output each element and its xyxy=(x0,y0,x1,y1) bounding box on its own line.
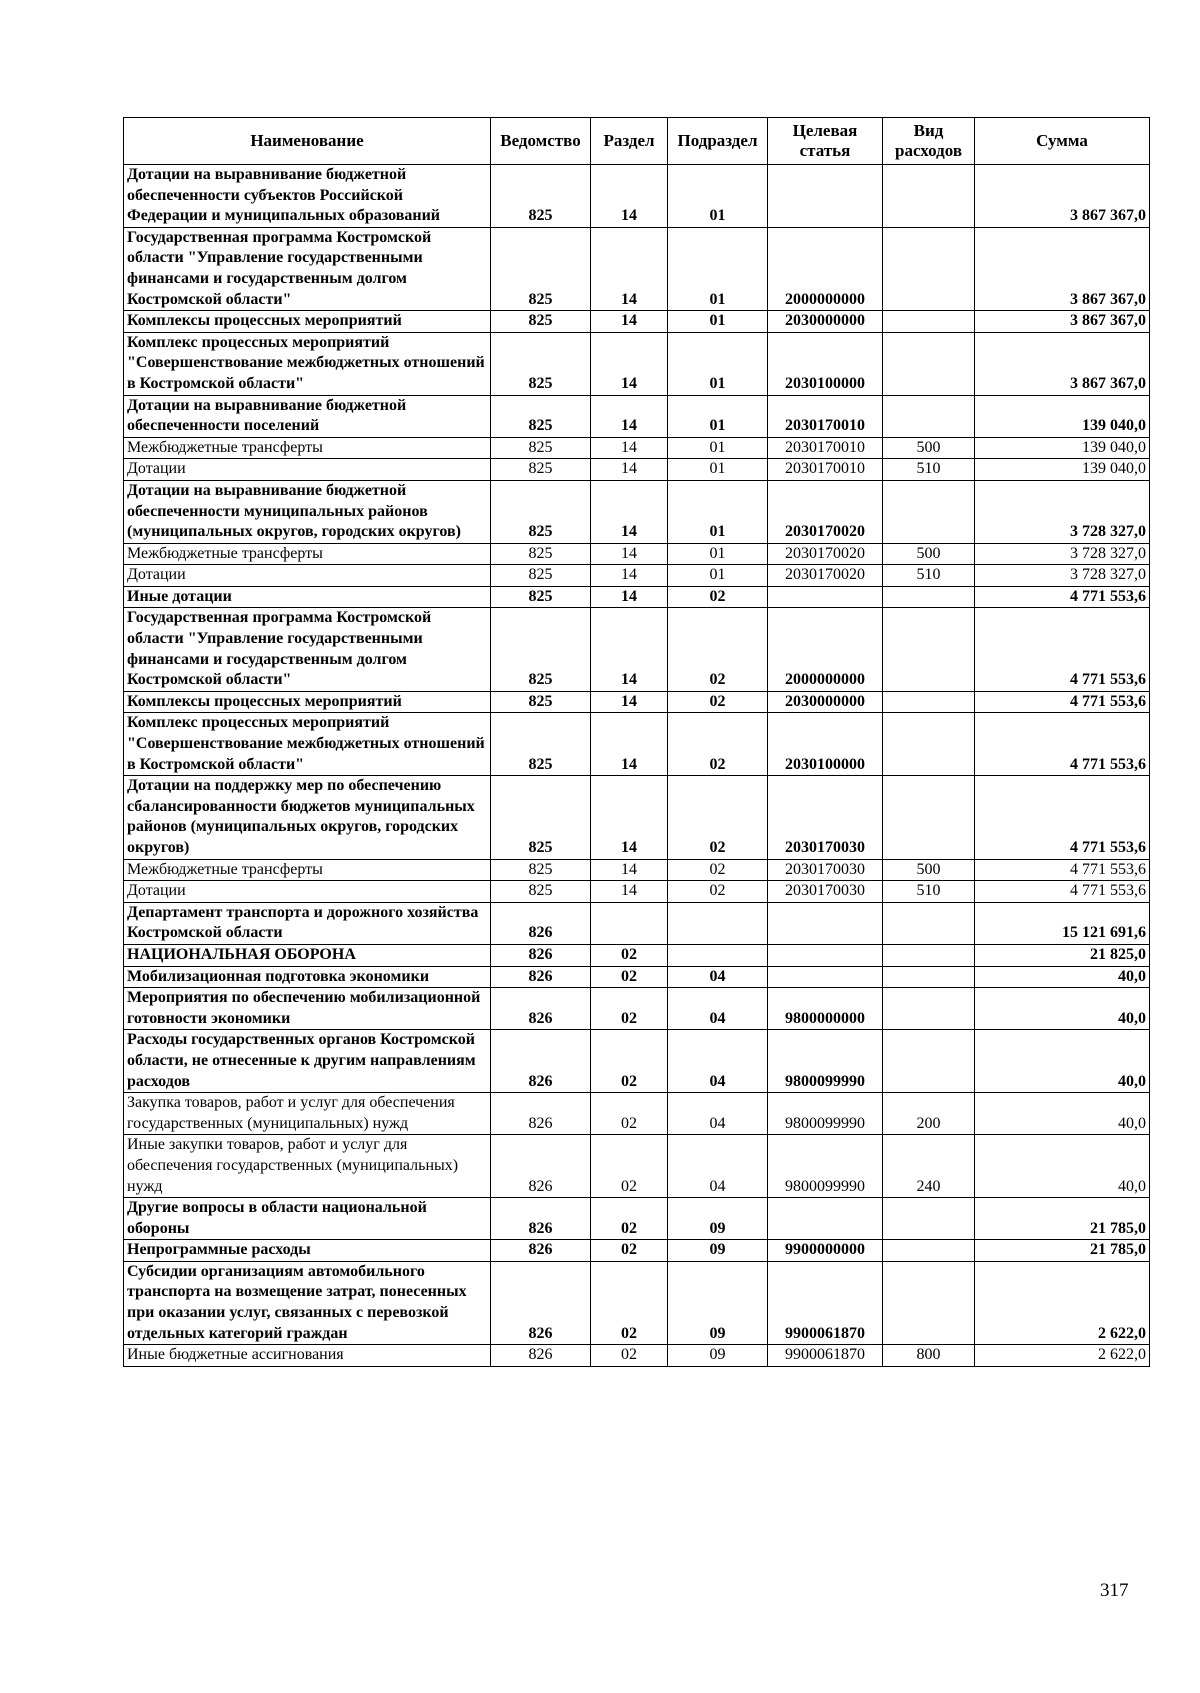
cell-name: Иные дотации xyxy=(124,586,491,608)
cell-name: Дотации xyxy=(124,459,491,481)
cell-dept: 825 xyxy=(491,227,591,310)
cell-name: Дотации на выравнивание бюджетной обеспеченности муниципальных районов (муниципальных округов, городских округов) xyxy=(124,480,491,543)
cell-subsection: 01 xyxy=(668,543,768,565)
cell-name: Комплексы процессных мероприятий xyxy=(124,311,491,333)
header-target: Целевая статья xyxy=(768,118,883,165)
cell-name: Дотации на поддержку мер по обеспечению сбалансированности бюджетов муниципальных районов (муниципальных округов, городских округов) xyxy=(124,776,491,859)
cell-name: Расходы государственных органов Костромской области, не отнесенные к другим направлениям расходов xyxy=(124,1030,491,1093)
cell-dept: 825 xyxy=(491,165,591,228)
cell-target: 2030100000 xyxy=(768,713,883,776)
cell-subsection: 09 xyxy=(668,1345,768,1367)
cell-sum: 3 728 327,0 xyxy=(975,480,1150,543)
cell-exp-type xyxy=(883,608,975,691)
cell-dept: 825 xyxy=(491,859,591,881)
cell-section: 02 xyxy=(591,944,668,966)
cell-section: 14 xyxy=(591,881,668,903)
cell-section: 14 xyxy=(591,332,668,395)
table-row xyxy=(124,459,1150,481)
cell-sum: 139 040,0 xyxy=(975,395,1150,437)
cell-dept: 825 xyxy=(491,608,591,691)
table-row xyxy=(124,691,1150,713)
cell-sum: 3 728 327,0 xyxy=(975,543,1150,565)
cell-sum: 4 771 553,6 xyxy=(975,713,1150,776)
cell-subsection: 01 xyxy=(668,311,768,333)
cell-dept: 826 xyxy=(491,1198,591,1240)
cell-sum: 139 040,0 xyxy=(975,437,1150,459)
cell-subsection: 09 xyxy=(668,1198,768,1240)
cell-name: Государственная программа Костромской области "Управление государственными финансами и государственным долгом Костромской области" xyxy=(124,608,491,691)
cell-dept: 825 xyxy=(491,311,591,333)
cell-target: 9900061870 xyxy=(768,1345,883,1367)
table-row xyxy=(124,480,1150,543)
cell-dept: 826 xyxy=(491,988,591,1030)
cell-subsection: 02 xyxy=(668,859,768,881)
cell-dept: 826 xyxy=(491,1093,591,1135)
cell-exp-type xyxy=(883,988,975,1030)
cell-sum: 4 771 553,6 xyxy=(975,691,1150,713)
cell-dept: 825 xyxy=(491,480,591,543)
cell-sum: 4 771 553,6 xyxy=(975,586,1150,608)
cell-section: 14 xyxy=(591,227,668,310)
table-row xyxy=(124,165,1150,228)
cell-exp-type xyxy=(883,776,975,859)
cell-exp-type xyxy=(883,480,975,543)
table-row xyxy=(124,311,1150,333)
cell-name: Департамент транспорта и дорожного хозяйства Костромской области xyxy=(124,902,491,944)
cell-name: Дотации на выравнивание бюджетной обеспеченности поселений xyxy=(124,395,491,437)
cell-target xyxy=(768,902,883,944)
cell-name: Межбюджетные трансферты xyxy=(124,859,491,881)
cell-subsection: 04 xyxy=(668,1093,768,1135)
cell-exp-type xyxy=(883,1030,975,1093)
cell-target: 2030000000 xyxy=(768,311,883,333)
cell-dept: 826 xyxy=(491,1240,591,1262)
table-row xyxy=(124,944,1150,966)
cell-exp-type: 240 xyxy=(883,1135,975,1198)
cell-target: 9900000000 xyxy=(768,1240,883,1262)
table-header-row xyxy=(124,118,1150,165)
cell-name: Иные закупки товаров, работ и услуг для обеспечения государственных (муниципальных) нужд xyxy=(124,1135,491,1198)
cell-dept: 825 xyxy=(491,565,591,587)
cell-subsection: 02 xyxy=(668,881,768,903)
cell-target: 9800099990 xyxy=(768,1135,883,1198)
header-exp-type: Вид расходов xyxy=(883,118,975,165)
cell-target xyxy=(768,966,883,988)
cell-subsection: 02 xyxy=(668,586,768,608)
cell-exp-type: 500 xyxy=(883,437,975,459)
cell-exp-type: 510 xyxy=(883,565,975,587)
cell-subsection xyxy=(668,902,768,944)
cell-exp-type xyxy=(883,1240,975,1262)
cell-name: Межбюджетные трансферты xyxy=(124,543,491,565)
cell-target: 2030170020 xyxy=(768,480,883,543)
cell-target: 2000000000 xyxy=(768,608,883,691)
cell-subsection: 01 xyxy=(668,395,768,437)
cell-section: 14 xyxy=(591,859,668,881)
cell-section: 14 xyxy=(591,437,668,459)
cell-subsection: 01 xyxy=(668,565,768,587)
cell-section: 14 xyxy=(591,543,668,565)
cell-dept: 825 xyxy=(491,543,591,565)
cell-dept: 825 xyxy=(491,776,591,859)
cell-subsection: 04 xyxy=(668,1030,768,1093)
cell-exp-type xyxy=(883,227,975,310)
table-row xyxy=(124,543,1150,565)
table-row xyxy=(124,1030,1150,1093)
cell-target xyxy=(768,165,883,228)
cell-section: 14 xyxy=(591,395,668,437)
table-row xyxy=(124,1345,1150,1367)
cell-section: 14 xyxy=(591,608,668,691)
cell-name: Комплексы процессных мероприятий xyxy=(124,691,491,713)
cell-sum: 40,0 xyxy=(975,988,1150,1030)
cell-exp-type: 500 xyxy=(883,543,975,565)
cell-exp-type xyxy=(883,1198,975,1240)
header-sum: Сумма xyxy=(975,118,1150,165)
cell-name: Дотации на выравнивание бюджетной обеспеченности субъектов Российской Федерации и муниципальных образований xyxy=(124,165,491,228)
cell-section: 02 xyxy=(591,1135,668,1198)
cell-dept: 826 xyxy=(491,1030,591,1093)
cell-name: Мобилизационная подготовка экономики xyxy=(124,966,491,988)
cell-section: 14 xyxy=(591,311,668,333)
cell-section: 02 xyxy=(591,988,668,1030)
cell-target: 9800099990 xyxy=(768,1030,883,1093)
cell-exp-type: 800 xyxy=(883,1345,975,1367)
cell-name: НАЦИОНАЛЬНАЯ ОБОРОНА xyxy=(124,944,491,966)
header-dept: Ведомство xyxy=(491,118,591,165)
cell-dept: 825 xyxy=(491,437,591,459)
cell-name: Другие вопросы в области национальной обороны xyxy=(124,1198,491,1240)
cell-dept: 826 xyxy=(491,966,591,988)
cell-sum: 4 771 553,6 xyxy=(975,881,1150,903)
cell-section: 14 xyxy=(591,586,668,608)
cell-sum: 40,0 xyxy=(975,1135,1150,1198)
cell-section: 14 xyxy=(591,165,668,228)
cell-name: Государственная программа Костромской области "Управление государственными финансами и государственным долгом Костромской области" xyxy=(124,227,491,310)
cell-target: 2030170020 xyxy=(768,543,883,565)
cell-exp-type: 200 xyxy=(883,1093,975,1135)
cell-subsection: 04 xyxy=(668,1135,768,1198)
cell-subsection: 04 xyxy=(668,966,768,988)
cell-section: 02 xyxy=(591,1345,668,1367)
cell-name: Иные бюджетные ассигнования xyxy=(124,1345,491,1367)
cell-exp-type xyxy=(883,165,975,228)
cell-target xyxy=(768,944,883,966)
header-section: Раздел xyxy=(591,118,668,165)
cell-name: Комплекс процессных мероприятий "Совершенствование межбюджетных отношений в Костромской области" xyxy=(124,713,491,776)
cell-subsection: 04 xyxy=(668,988,768,1030)
table-row xyxy=(124,1261,1150,1344)
cell-sum: 139 040,0 xyxy=(975,459,1150,481)
cell-name: Мероприятия по обеспечению мобилизационной готовности экономики xyxy=(124,988,491,1030)
cell-exp-type xyxy=(883,902,975,944)
cell-subsection: 01 xyxy=(668,437,768,459)
cell-section: 14 xyxy=(591,565,668,587)
cell-sum: 2 622,0 xyxy=(975,1261,1150,1344)
cell-target: 2030170010 xyxy=(768,395,883,437)
cell-exp-type xyxy=(883,966,975,988)
cell-exp-type: 500 xyxy=(883,859,975,881)
cell-exp-type xyxy=(883,713,975,776)
cell-sum: 40,0 xyxy=(975,966,1150,988)
cell-name: Дотации xyxy=(124,565,491,587)
table-row xyxy=(124,332,1150,395)
cell-target: 2030000000 xyxy=(768,691,883,713)
cell-name: Непрограммные расходы xyxy=(124,1240,491,1262)
cell-exp-type xyxy=(883,311,975,333)
cell-exp-type: 510 xyxy=(883,881,975,903)
cell-exp-type xyxy=(883,395,975,437)
cell-sum: 40,0 xyxy=(975,1093,1150,1135)
cell-exp-type xyxy=(883,332,975,395)
cell-section: 14 xyxy=(591,691,668,713)
cell-dept: 825 xyxy=(491,691,591,713)
cell-dept: 826 xyxy=(491,1135,591,1198)
cell-target: 2030170020 xyxy=(768,565,883,587)
cell-dept: 825 xyxy=(491,332,591,395)
cell-name: Дотации xyxy=(124,881,491,903)
header-name: Наименование xyxy=(124,118,491,165)
cell-subsection: 02 xyxy=(668,776,768,859)
cell-exp-type xyxy=(883,691,975,713)
cell-subsection xyxy=(668,944,768,966)
cell-name: Субсидии организациям автомобильного транспорта на возмещение затрат, понесенных при оказании услуг, связанных с перевозкой отдельных категорий граждан xyxy=(124,1261,491,1344)
cell-dept: 825 xyxy=(491,713,591,776)
cell-sum: 21 825,0 xyxy=(975,944,1150,966)
table-row xyxy=(124,565,1150,587)
table-row xyxy=(124,713,1150,776)
table-row xyxy=(124,395,1150,437)
table-row xyxy=(124,881,1150,903)
cell-subsection: 01 xyxy=(668,459,768,481)
table-row xyxy=(124,1135,1150,1198)
table-row xyxy=(124,1198,1150,1240)
table-row xyxy=(124,437,1150,459)
cell-section xyxy=(591,902,668,944)
cell-sum: 4 771 553,6 xyxy=(975,859,1150,881)
cell-name: Комплекс процессных мероприятий "Совершенствование межбюджетных отношений в Костромской области" xyxy=(124,332,491,395)
cell-target xyxy=(768,586,883,608)
cell-target: 2030170030 xyxy=(768,776,883,859)
cell-name: Закупка товаров, работ и услуг для обеспечения государственных (муниципальных) нужд xyxy=(124,1093,491,1135)
table-row xyxy=(124,776,1150,859)
cell-section: 14 xyxy=(591,713,668,776)
cell-sum: 2 622,0 xyxy=(975,1345,1150,1367)
cell-section: 02 xyxy=(591,1240,668,1262)
cell-section: 02 xyxy=(591,1261,668,1344)
table-row xyxy=(124,1240,1150,1262)
cell-subsection: 09 xyxy=(668,1261,768,1344)
cell-section: 14 xyxy=(591,480,668,543)
cell-sum: 21 785,0 xyxy=(975,1240,1150,1262)
cell-exp-type xyxy=(883,1261,975,1344)
cell-dept: 826 xyxy=(491,944,591,966)
cell-target: 2030170010 xyxy=(768,437,883,459)
page-number: 317 xyxy=(1100,1580,1129,1601)
cell-target: 2030100000 xyxy=(768,332,883,395)
cell-sum: 21 785,0 xyxy=(975,1198,1150,1240)
cell-target: 2030170030 xyxy=(768,859,883,881)
table-row xyxy=(124,586,1150,608)
budget-table xyxy=(123,117,1150,1367)
cell-sum: 3 867 367,0 xyxy=(975,227,1150,310)
cell-dept: 826 xyxy=(491,902,591,944)
cell-sum: 40,0 xyxy=(975,1030,1150,1093)
cell-dept: 825 xyxy=(491,586,591,608)
cell-dept: 825 xyxy=(491,395,591,437)
header-subsection: Подраздел xyxy=(668,118,768,165)
cell-subsection: 01 xyxy=(668,165,768,228)
cell-exp-type: 510 xyxy=(883,459,975,481)
cell-sum: 15 121 691,6 xyxy=(975,902,1150,944)
table-row xyxy=(124,859,1150,881)
cell-target: 2030170030 xyxy=(768,881,883,903)
cell-subsection: 01 xyxy=(668,480,768,543)
cell-dept: 826 xyxy=(491,1261,591,1344)
table-row xyxy=(124,1093,1150,1135)
cell-target: 2030170010 xyxy=(768,459,883,481)
cell-subsection: 02 xyxy=(668,608,768,691)
cell-subsection: 09 xyxy=(668,1240,768,1262)
cell-dept: 826 xyxy=(491,1345,591,1367)
cell-name: Межбюджетные трансферты xyxy=(124,437,491,459)
cell-section: 02 xyxy=(591,1198,668,1240)
cell-sum: 3 867 367,0 xyxy=(975,311,1150,333)
cell-sum: 3 867 367,0 xyxy=(975,165,1150,228)
cell-sum: 4 771 553,6 xyxy=(975,776,1150,859)
cell-sum: 3 867 367,0 xyxy=(975,332,1150,395)
cell-sum: 4 771 553,6 xyxy=(975,608,1150,691)
cell-sum: 3 728 327,0 xyxy=(975,565,1150,587)
cell-dept: 825 xyxy=(491,459,591,481)
table-row xyxy=(124,966,1150,988)
cell-section: 02 xyxy=(591,966,668,988)
cell-subsection: 02 xyxy=(668,691,768,713)
cell-target xyxy=(768,1198,883,1240)
cell-target: 2000000000 xyxy=(768,227,883,310)
table-row xyxy=(124,608,1150,691)
cell-section: 14 xyxy=(591,459,668,481)
table-row xyxy=(124,227,1150,310)
table-row xyxy=(124,988,1150,1030)
cell-subsection: 01 xyxy=(668,332,768,395)
cell-subsection: 02 xyxy=(668,713,768,776)
table-body xyxy=(124,165,1150,1367)
cell-exp-type xyxy=(883,586,975,608)
cell-dept: 825 xyxy=(491,881,591,903)
cell-target: 9800000000 xyxy=(768,988,883,1030)
cell-section: 02 xyxy=(591,1093,668,1135)
cell-section: 02 xyxy=(591,1030,668,1093)
cell-subsection: 01 xyxy=(668,227,768,310)
table-row xyxy=(124,902,1150,944)
cell-target: 9900061870 xyxy=(768,1261,883,1344)
cell-section: 14 xyxy=(591,776,668,859)
cell-exp-type xyxy=(883,944,975,966)
cell-target: 9800099990 xyxy=(768,1093,883,1135)
